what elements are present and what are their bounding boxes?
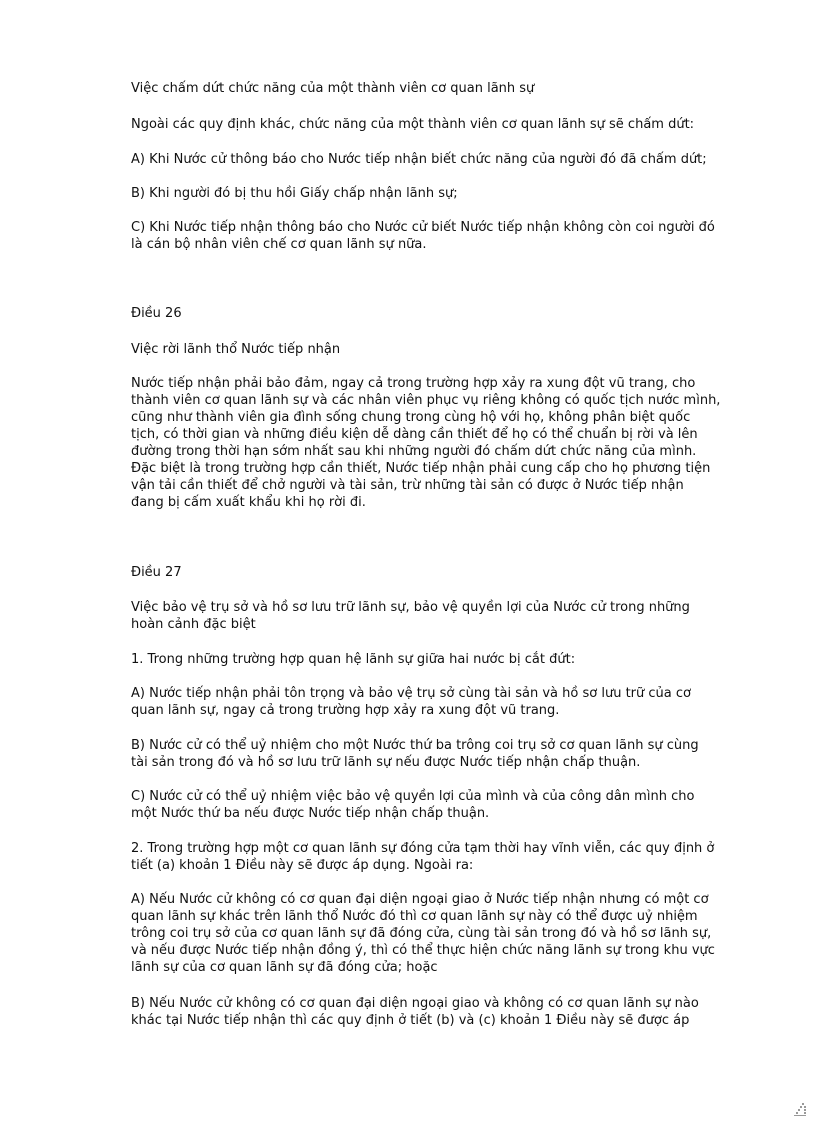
corner-mark-icon	[792, 1103, 806, 1117]
text-line: một Nước thứ ba nếu được Nước tiếp nhận chấp thuận.	[131, 806, 490, 821]
text-line: là cán bộ nhân viên chế cơ quan lãnh sự nữa.	[131, 237, 427, 252]
text-line: vận tải cần thiết để chở người và tài sản, trừ những tài sản có được ở Nước tiếp nhận	[131, 478, 684, 493]
text-line: B) Nếu Nước cử không có cơ quan đại diện ngoại giao và không có cơ quan lãnh sự nào	[131, 996, 699, 1011]
text-line: C) Nước cử có thể uỷ nhiệm việc bảo vệ quyền lợi của mình và của công dân mình cho	[131, 789, 695, 804]
text-line: Việc chấm dứt chức năng của một thành viên cơ quan lãnh sự	[131, 81, 535, 96]
text-line: A) Khi Nước cử thông báo cho Nước tiếp nhận biết chức năng của người đó đã chấm dứt;	[131, 152, 707, 167]
text-line: đang bị cấm xuất khẩu khi họ rời đi.	[131, 495, 366, 510]
text-line: B) Khi người đó bị thu hồi Giấy chấp nhận lãnh sự;	[131, 186, 458, 201]
text-line: Điều 27	[131, 565, 182, 580]
text-line: A) Nếu Nước cử không có cơ quan đại diện ngoại giao ở Nước tiếp nhận nhưng có một cơ	[131, 892, 709, 907]
text-line: quan lãnh sự khác trên lãnh thổ Nước đó thì cơ quan lãnh sự này có thể được uỷ nhiệm	[131, 909, 698, 924]
paragraph-item-c	[131, 219, 751, 253]
text-line: Đặc biệt là trong trường hợp cần thiết, Nước tiếp nhận phải cung cấp cho họ phương tiện	[131, 461, 711, 476]
text-line: 1. Trong những trường hợp quan hệ lãnh sự giữa hai nước bị cắt đứt:	[131, 652, 576, 667]
article-26-title	[131, 341, 751, 358]
text-line: hoàn cảnh đặc biệt	[131, 617, 256, 632]
text-line: Nước tiếp nhận phải bảo đảm, ngay cả trong trường hợp xảy ra xung đột vũ trang, cho	[131, 376, 696, 391]
paragraph-item-b	[131, 185, 751, 202]
paragraph-item-a	[131, 151, 751, 168]
text-line: khác tại Nước tiếp nhận thì các quy định ở tiết (b) và (c) khoản 1 Điều này sẽ được áp	[131, 1013, 690, 1028]
paragraph-intro	[131, 116, 751, 133]
text-line: trông coi trụ sở của cơ quan lãnh sự đã đóng cửa, cùng tài sản trong đó và hồ sơ lãnh sự,	[131, 926, 712, 941]
article-27-clause-1c	[131, 788, 751, 822]
article-27-clause-2a	[131, 891, 751, 976]
text-line: C) Khi Nước tiếp nhận thông báo cho Nước cử biết Nước tiếp nhận không còn coi người đó	[131, 220, 715, 235]
article-27-clause-2	[131, 840, 751, 874]
article-27-title	[131, 599, 751, 633]
text-line: Ngoài các quy định khác, chức năng của một thành viên cơ quan lãnh sự sẽ chấm dứt:	[131, 117, 695, 132]
article-26-heading	[131, 305, 751, 322]
text-line: Điều 26	[131, 306, 182, 321]
text-line: quan lãnh sự, ngay cả trong trường hợp xảy ra xung đột vũ trang.	[131, 703, 560, 718]
article-27-clause-1a	[131, 685, 751, 719]
text-line: thành viên cơ quan lãnh sự và các nhân viên phục vụ riêng không có quốc tịch nước mình,	[131, 393, 721, 408]
text-line: 2. Trong trường hợp một cơ quan lãnh sự đóng cửa tạm thời hay vĩnh viễn, các quy định ở	[131, 841, 715, 856]
article-26-body	[131, 375, 751, 511]
text-line: B) Nước cử có thể uỷ nhiệm cho một Nước thứ ba trông coi trụ sở cơ quan lãnh sự cùng	[131, 738, 699, 753]
article-27-heading	[131, 564, 751, 581]
text-line: và nếu được Nước tiếp nhận đồng ý, thì có thể thực hiện chức năng lãnh sự trong khu vực	[131, 943, 715, 958]
text-line: tiết (a) khoản 1 Điều này sẽ được áp dụng. Ngoài ra:	[131, 858, 474, 873]
text-line: tịch, có thời gian và những điều kiện dễ dàng cần thiết để họ có thể chuẩn bị rời và lên	[131, 427, 698, 442]
article-27-clause-2b	[131, 995, 751, 1029]
text-line: cũng như thành viên gia đình sống chung trong cùng hộ với họ, không phân biệt quốc	[131, 410, 691, 425]
text-line: lãnh sự của cơ quan lãnh sự đã đóng cửa; hoặc	[131, 960, 438, 975]
text-line: A) Nước tiếp nhận phải tôn trọng và bảo vệ trụ sở cùng tài sản và hồ sơ lưu trữ của cơ	[131, 686, 691, 701]
text-line: tài sản trong đó và hồ sơ lưu trữ lãnh sự nếu được Nước tiếp nhận chấp thuận.	[131, 755, 641, 770]
article-27-clause-1b	[131, 737, 751, 771]
paragraph-heading-termination	[131, 80, 751, 97]
text-line: đường trong thời hạn sớm nhất sau khi những người đó chấm dứt chức năng của mình.	[131, 444, 697, 459]
article-27-clause-1	[131, 651, 751, 668]
text-line: Việc bảo vệ trụ sở và hồ sơ lưu trữ lãnh sự, bảo vệ quyền lợi của Nước cử trong những	[131, 600, 690, 615]
text-line: Việc rời lãnh thổ Nước tiếp nhận	[131, 342, 341, 357]
